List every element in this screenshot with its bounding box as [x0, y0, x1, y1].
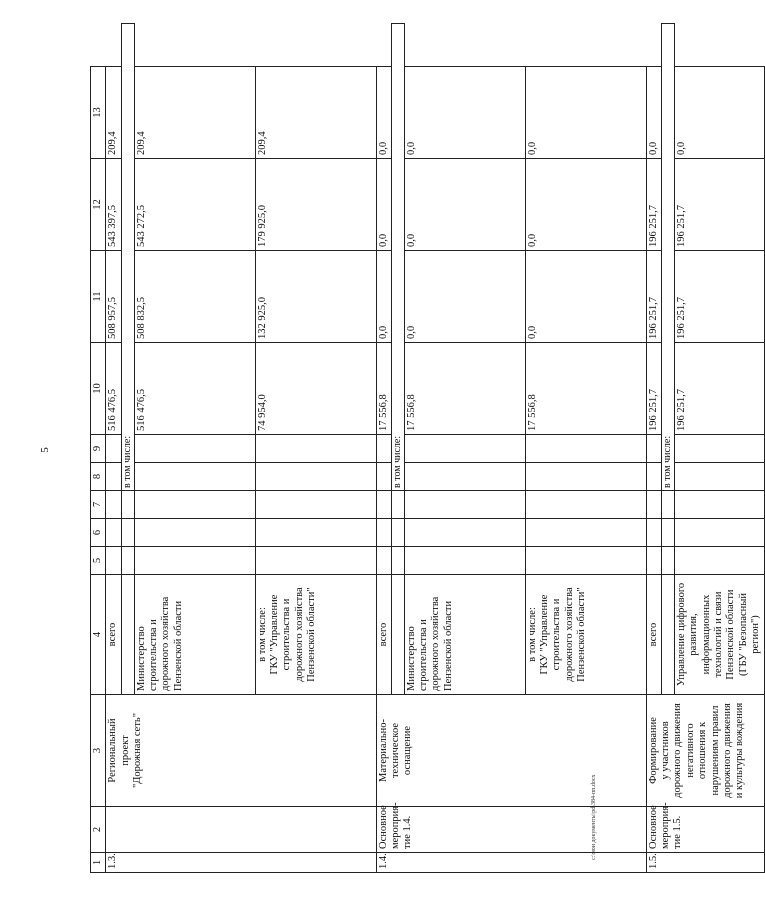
value-cell: 132 925,0 — [255, 251, 376, 343]
value-cell: 179 925,0 — [255, 159, 376, 251]
value-cell: 196 251,7 — [646, 343, 661, 435]
header-cell: 3 — [91, 695, 106, 807]
value-cell: 209,4 — [255, 67, 376, 159]
row-number: 1.3. — [106, 853, 376, 873]
executor-cell: Министерство строительства и дорожного хозяйства Пензенской области — [404, 575, 525, 695]
header-cell: 6 — [91, 519, 106, 547]
row-name: Материально- техническое оснащение — [376, 695, 646, 807]
value-cell: 17 556,8 — [525, 343, 646, 435]
value-cell: 0,0 — [404, 159, 525, 251]
value-cell: 0,0 — [674, 67, 764, 159]
executor-cell: Управление цифрового развития, информационных технологий и связи Пензенской области (ГБУ "Безопасный регион") — [674, 575, 764, 695]
value-cell: 196 251,7 — [674, 251, 764, 343]
header-cell: 9 — [91, 435, 106, 463]
value-cell: 209,4 — [106, 67, 121, 159]
header-cell: 10 — [91, 343, 106, 435]
row-kind: Основное мероприя- тие 1.4. — [376, 807, 646, 853]
row-number: 1.4. — [376, 853, 646, 873]
header-cell: 12 — [91, 159, 106, 251]
value-cell: 196 251,7 — [674, 343, 764, 435]
value-cell: 196 251,7 — [646, 159, 661, 251]
value-cell: 196 251,7 — [646, 251, 661, 343]
value-cell: 74 954,0 — [255, 343, 376, 435]
subtotal-note: в том числе: — [391, 24, 404, 491]
subtotal-note: в том числе: — [662, 24, 675, 491]
header-row — [91, 24, 106, 873]
value-cell: 0,0 — [376, 67, 391, 159]
header-cell: 7 — [91, 491, 106, 519]
table-row — [106, 24, 121, 873]
executor-cell: Министерство строительства и дорожного хозяйства Пензенской области — [134, 575, 255, 695]
value-cell: 0,0 — [404, 251, 525, 343]
value-cell: 516 476,5 — [106, 343, 121, 435]
value-cell: 0,0 — [525, 251, 646, 343]
value-cell: 196 251,7 — [674, 159, 764, 251]
footer-file-path: c:\мои документы\рd\384-пп.docx — [591, 774, 597, 860]
value-cell: 516 476,5 — [134, 343, 255, 435]
program-table — [90, 23, 765, 873]
header-cell: 2 — [91, 807, 106, 853]
value-cell: 0,0 — [646, 67, 661, 159]
value-cell: 543 272,5 — [134, 159, 255, 251]
value-cell: 543 397,5 — [106, 159, 121, 251]
page-number: 5 — [38, 447, 51, 453]
value-cell: 0,0 — [404, 67, 525, 159]
header-cell: 4 — [91, 575, 106, 695]
value-cell: 0,0 — [525, 67, 646, 159]
header-cell: 11 — [91, 251, 106, 343]
subtotal-note: в том числе: — [121, 24, 134, 491]
total-label: всего — [106, 575, 121, 695]
value-cell: 0,0 — [525, 159, 646, 251]
value-cell: 17 556,8 — [376, 343, 391, 435]
executor-cell: в том числе: ГКУ "Управление строительства и дорожного хозяйства Пензенской области" — [255, 575, 376, 695]
row-name: Региональный проект "Дорожная сеть" — [106, 695, 376, 807]
value-cell: 508 832,5 — [134, 251, 255, 343]
executor-cell: в том числе: ГКУ "Управление строительства и дорожного хозяйства Пензенской области" — [525, 575, 646, 695]
header-cell: 5 — [91, 547, 106, 575]
value-cell: 17 556,8 — [404, 343, 525, 435]
total-label: всего — [646, 575, 661, 695]
row-number: 1.5. — [646, 853, 764, 873]
value-cell: 209,4 — [134, 67, 255, 159]
header-cell: 1 — [91, 853, 106, 873]
value-cell: 0,0 — [376, 159, 391, 251]
value-cell: 0,0 — [376, 251, 391, 343]
rotated-table-container — [90, 23, 762, 873]
row-kind — [106, 807, 376, 853]
header-cell: 8 — [91, 463, 106, 491]
value-cell: 508 957,5 — [106, 251, 121, 343]
row-name: Формирование у участников дорожного движения негативного отношения к нарушениям правил дорожного движения и культуры вождения — [646, 695, 764, 807]
row-kind: Основное мероприя- тие 1.5. — [646, 807, 764, 853]
total-label: всего — [376, 575, 391, 695]
table-row — [376, 24, 391, 873]
header-cell: 13 — [91, 67, 106, 159]
table-row — [646, 24, 661, 873]
